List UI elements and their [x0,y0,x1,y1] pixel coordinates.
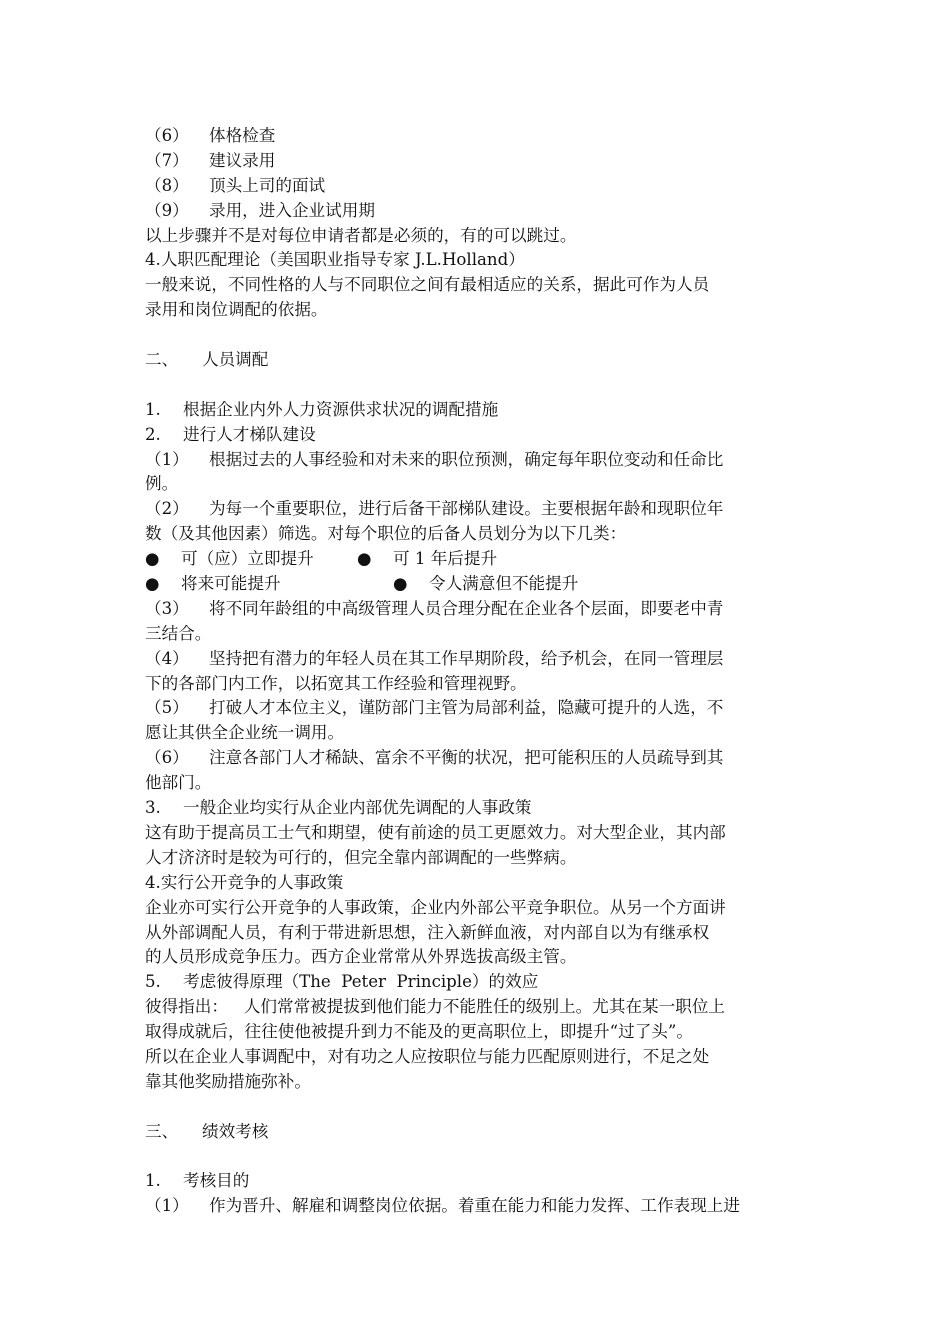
bullet-item: ● 将来可能提升 [145,572,393,597]
paragraph-line: 人才济济时是较为可行的，但完全靠内部调配的一些弊病。 [145,847,577,867]
bullet-icon: ● [145,574,160,594]
bullet-icon: ● [357,549,372,569]
spacer [145,1145,810,1170]
sub-item-6: （6） 注意各部门人才稀缺、富余不平衡的状况，把可能积压的人员疏导到其 [145,748,724,768]
section3-sub-item-1: （1） 作为晋升、解雇和调整岗位依据。着重在能力和能力发挥、工作表现上进 [145,1196,740,1216]
step-8: （8） 顶头上司的面试 [145,175,326,195]
sub-item-6-cont: 他部门。 [145,773,212,793]
paragraph-line: 企业亦可实行公开竞争的人事政策，企业内外部公平竞争职位。从另一个方面讲 [145,897,726,917]
section-heading-3: 三、 绩效考核 [145,1121,269,1141]
sub-item-1-cont: 例。 [145,474,179,494]
sub-item-2: （2） 为每一个重要职位，进行后备干部梯队建设。主要根据年龄和现职位年 [145,499,724,519]
spacer [145,373,810,398]
section2-item-2: 2. 进行人才梯队建设 [145,424,316,444]
holland-para-line: 一般来说，不同性格的人与不同职位之间有最相适应的关系，据此可作为人员 [145,275,710,295]
sub-item-3: （3） 将不同年龄组的中高级管理人员合理分配在企业各个层面，即要老中青 [145,598,724,618]
sub-item-3-cont: 三结合。 [145,623,212,643]
bullet-item: ● 可（应）立即提升 [145,547,357,572]
section2-item-4: 4.实行公开竞争的人事政策 [145,872,344,892]
sub-item-5-cont: 愿让其供全企业统一调用。 [145,723,345,743]
sub-item-4-cont: 下的各部门内工作，以拓宽其工作经验和管理视野。 [145,673,527,693]
bullet-row [145,572,810,597]
paragraph-line: 从外部调配人员，有利于带进新思想，注入新鲜血液，对内部自以为有继承权 [145,922,710,942]
step-7: （7） 建议录用 [145,150,276,170]
paragraph-line: 所以在企业人事调配中，对有功之人应按职位与能力匹配原则进行，不足之处 [145,1046,710,1066]
section2-item-3: 3. 一般企业均实行从企业内部优先调配的人事政策 [145,798,532,818]
paragraph-line: 彼得指出： 人们常常被提拔到他们能力不能胜任的级别上。尤其在某一职位上 [145,997,726,1017]
holland-heading: 4.人职匹配理论（美国职业指导专家 J.L.Holland） [145,250,525,270]
paragraph-line: 这有助于提高员工士气和期望，使有前途的员工更愿效力。对大型企业，其内部 [145,822,726,842]
spacer [145,323,810,348]
bullet-icon: ● [145,549,160,569]
paragraph-line: 取得成就后，往往使他被提升到力不能及的更高职位上，即提升“过了头”。 [145,1022,693,1042]
holland-para-line: 录用和岗位调配的依据。 [145,300,328,320]
sub-item-1: （1） 根据过去的人事经验和对未来的职位预测，确定每年职位变动和任命比 [145,449,724,469]
spacer [145,1095,810,1120]
bullet-row [145,547,810,572]
section-heading-2: 二、 人员调配 [145,350,269,370]
section2-item-5: 5. 考虑彼得原理（The Peter Principle）的效应 [145,972,539,992]
sub-item-4: （4） 坚持把有潜力的年轻人员在其工作早期阶段，给予机会，在同一管理层 [145,648,724,668]
section3-item-1: 1. 考核目的 [145,1171,250,1191]
bullet-icon: ● [393,574,408,594]
bullet-item: ● 令人满意但不能提升 [393,572,578,597]
sub-item-2-cont: 数（及其他因素）筛选。对每个职位的后备人员划分为以下几类： [145,524,627,544]
sub-item-5: （5） 打破人才本位主义，谨防部门主管为局部利益，隐藏可提升的人选，不 [145,698,724,718]
step-6: （6） 体格检查 [145,126,276,145]
steps-note: 以上步骤并不是对每位申请者都是必须的，有的可以跳过。 [145,225,577,245]
step-9: （9） 录用，进入企业试用期 [145,200,375,220]
document-body [145,124,810,1219]
bullet-item: ● 可 1 年后提升 [357,547,497,572]
paragraph-line: 靠其他奖励措施弥补。 [145,1071,311,1091]
paragraph-line: 的人员形成竞争压力。西方企业常常从外界选拔高级主管。 [145,947,577,967]
section2-item-1: 1. 根据企业内外人力资源供求状况的调配措施 [145,399,499,419]
